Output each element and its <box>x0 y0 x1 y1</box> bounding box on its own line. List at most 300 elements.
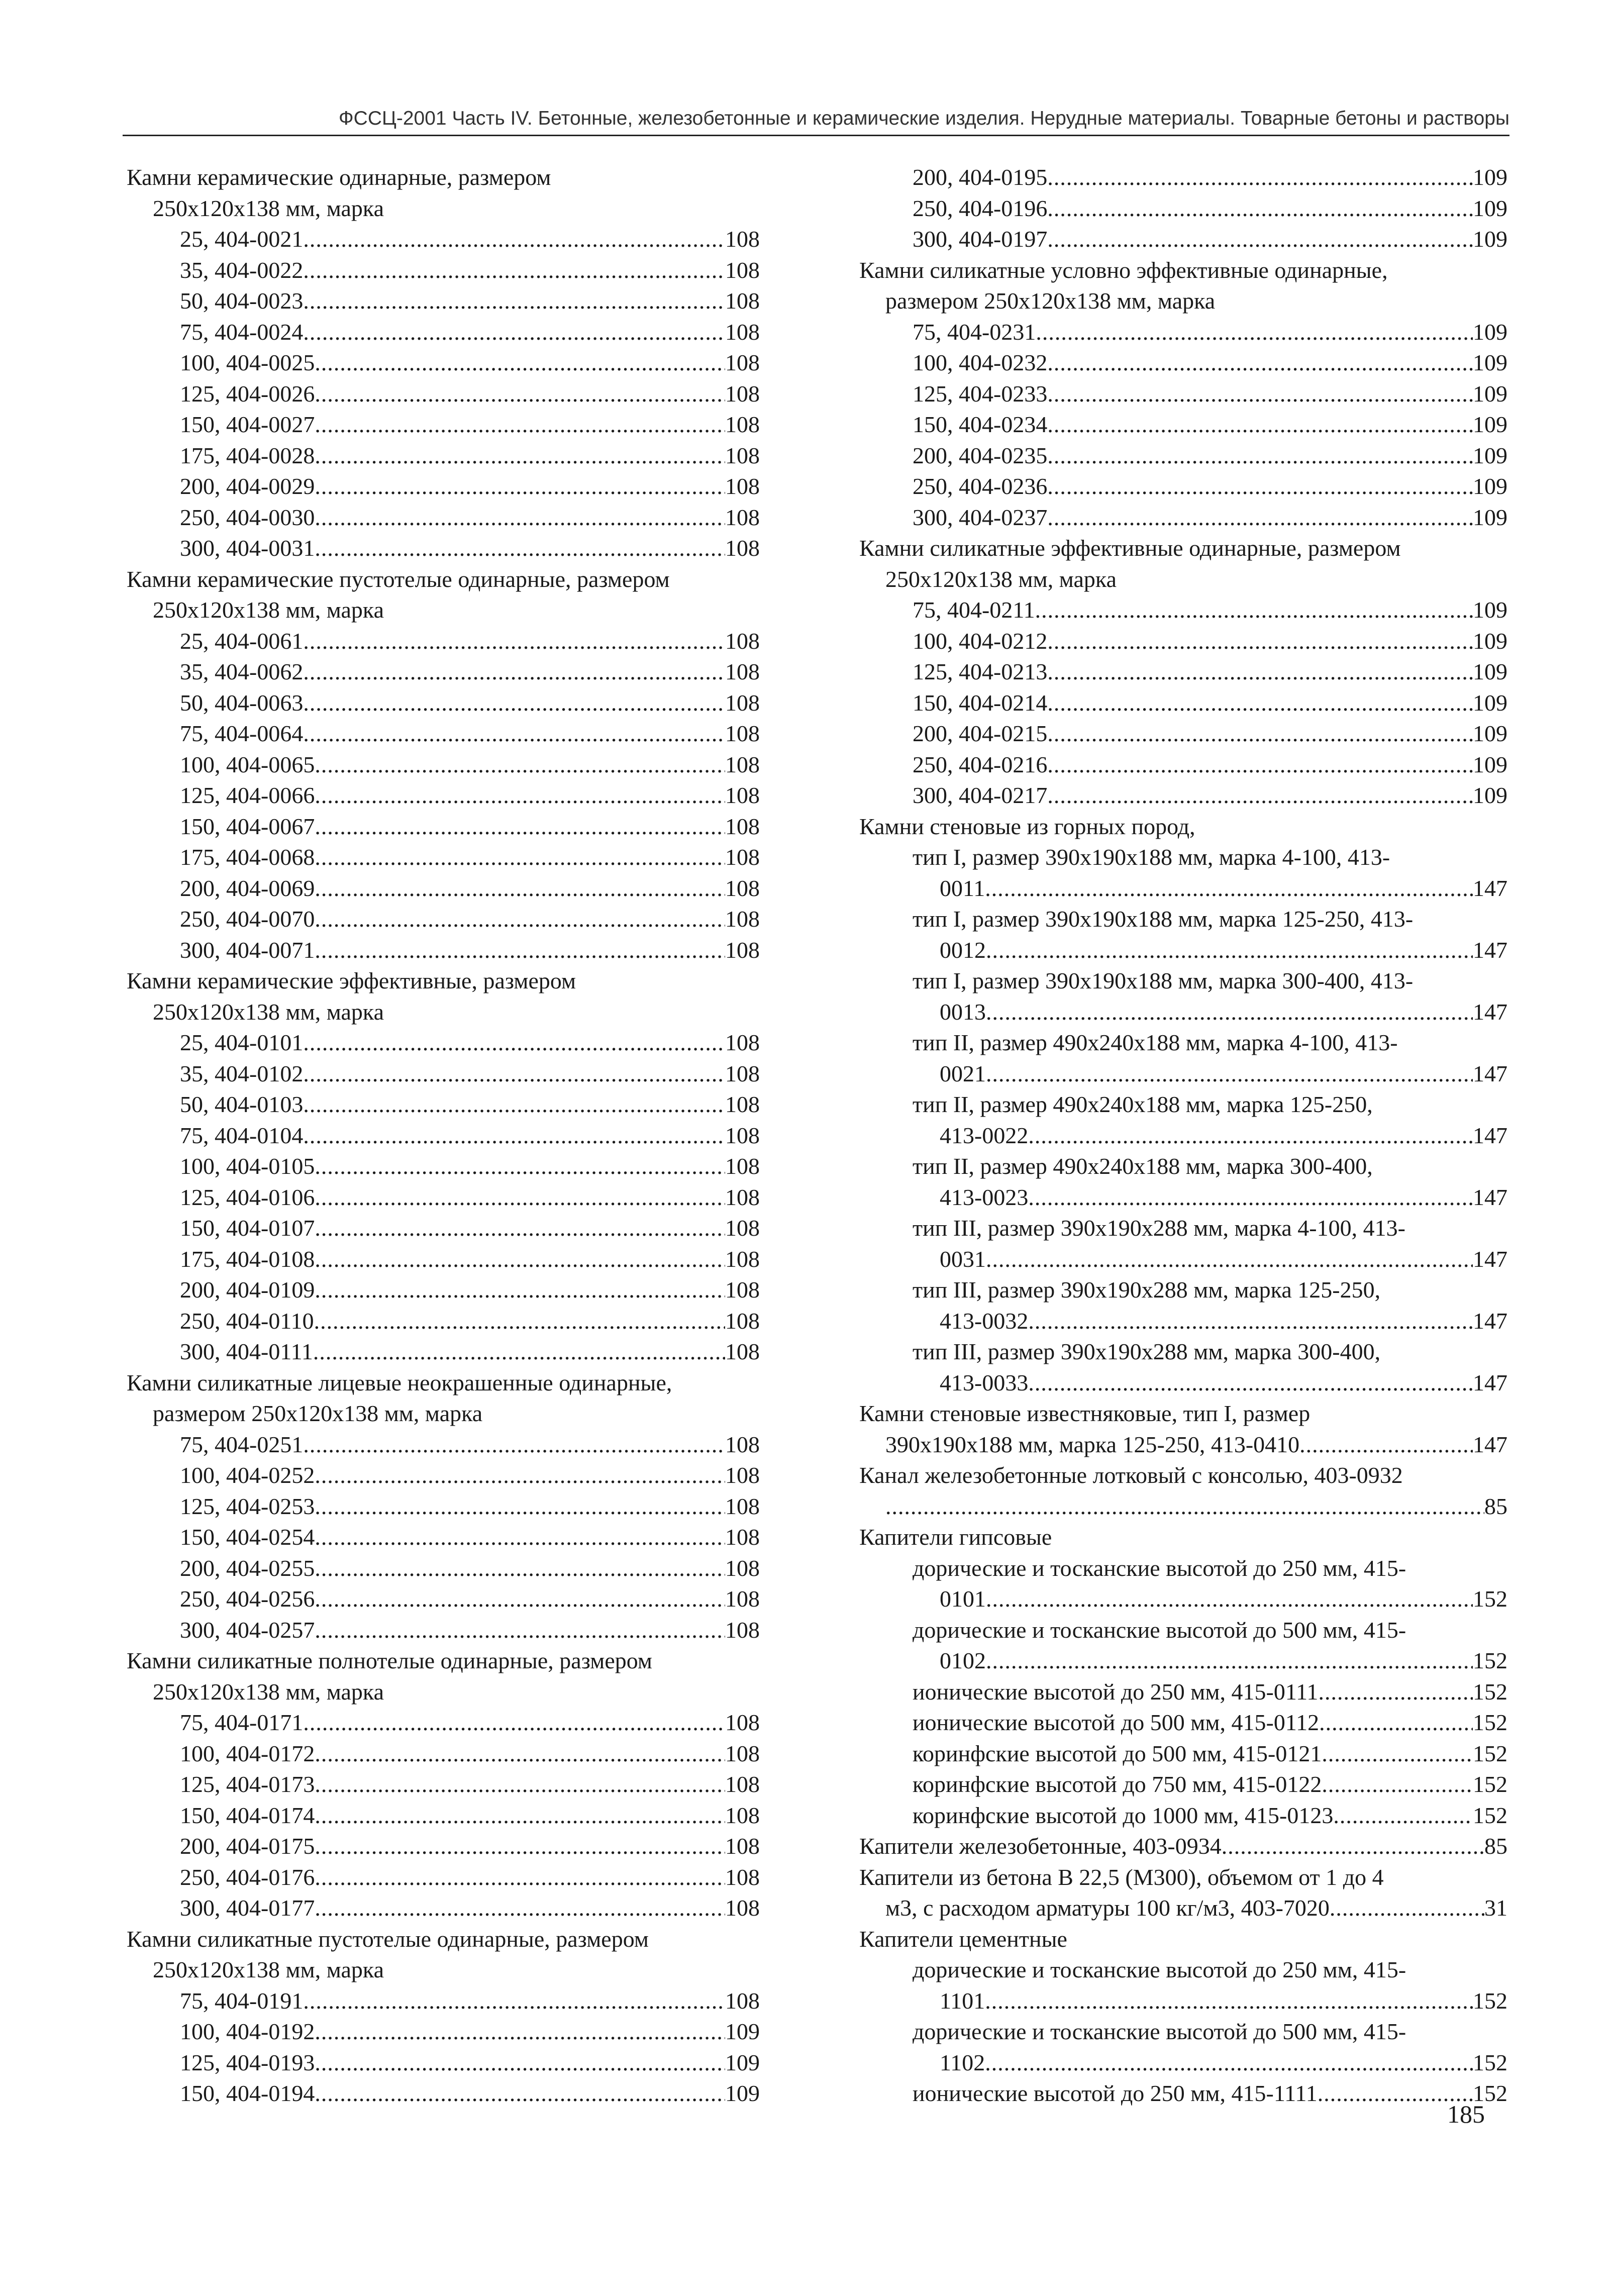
entry-text: 25, 404-0101 <box>180 1030 304 1055</box>
index-heading: Камни керамические пустотелые одинарные, размером <box>127 566 670 592</box>
entry-text: 390x190x188 мм, марка 125-250, 413-0410 <box>885 1431 1300 1457</box>
index-entry <box>127 1306 760 1337</box>
entry-text: 125, 404-0066 <box>180 782 315 808</box>
entry-page-number: 108 <box>725 1617 760 1643</box>
entry-page-number: 108 <box>725 1122 760 1148</box>
dot-leader <box>303 656 725 687</box>
entry-page-number: 147 <box>1473 1431 1507 1457</box>
entry-text: 150, 404-0067 <box>180 813 315 839</box>
index-entry <box>127 1862 760 1893</box>
entry-text: 250, 404-0110 <box>180 1308 314 1334</box>
index-subheading: дорические и тосканские высотой до 500 мм, 415- <box>913 1617 1406 1643</box>
index-entry <box>859 594 1507 626</box>
entry-text: 125, 404-0193 <box>180 2049 315 2075</box>
entry-page-number: 108 <box>725 844 760 870</box>
entry-text: 175, 404-0068 <box>180 844 315 870</box>
index-entry <box>127 1707 760 1738</box>
index-entry <box>127 1522 760 1553</box>
index-subheading: тип I, размер 390x190x188 мм, марка 125-250, 413- <box>913 906 1414 932</box>
index-entry <box>859 1306 1507 1337</box>
entry-text: 35, 404-0022 <box>180 257 304 283</box>
entry-text: 300, 404-0197 <box>913 226 1048 252</box>
entry-page-number: 108 <box>725 628 760 654</box>
entry-text: 200, 404-0255 <box>180 1555 315 1581</box>
dot-leader <box>315 378 725 410</box>
entry-page-number: 147 <box>1473 1122 1507 1148</box>
dot-leader <box>315 1491 725 1522</box>
entry-text: 0011 <box>940 875 985 901</box>
entry-text: 25, 404-0061 <box>180 628 304 654</box>
entry-text: 1101 <box>940 1987 985 2014</box>
entry-text: коринфские высотой до 750 мм, 415-0122 <box>913 1771 1322 1797</box>
entry-page-number: 108 <box>725 1493 760 1519</box>
dot-leader <box>1028 1367 1473 1399</box>
dot-leader <box>315 502 725 533</box>
entry-page-number: 109 <box>1473 319 1507 345</box>
dot-leader <box>1047 718 1473 749</box>
index-heading: Камни силикатные пустотелые одинарные, размером <box>127 1926 649 1952</box>
index-entry <box>127 2016 760 2047</box>
entry-text: 413-0032 <box>940 1308 1029 1334</box>
entry-text: 35, 404-0102 <box>180 1060 304 1086</box>
entry-text: 75, 404-0104 <box>180 1122 304 1148</box>
dot-leader <box>315 749 725 780</box>
entry-page-number: 108 <box>725 875 760 901</box>
dot-leader <box>1047 626 1473 657</box>
entry-text: 250, 404-0236 <box>913 473 1048 499</box>
index-entry <box>127 1182 760 1213</box>
entry-text: 250, 404-0030 <box>180 504 315 530</box>
index-entry <box>859 1985 1507 2017</box>
index-entry <box>859 440 1507 471</box>
index-entry <box>127 1583 760 1615</box>
index-entry <box>127 1089 760 1120</box>
index-entry <box>127 780 760 811</box>
dot-leader <box>985 2047 1473 2078</box>
index-subheading: дорические и тосканские высотой до 250 мм, 415- <box>913 1957 1406 1982</box>
entry-page-number: 108 <box>725 1431 760 1457</box>
entry-text: 413-0033 <box>940 1369 1029 1395</box>
entry-text: 100, 404-0232 <box>913 350 1048 375</box>
dot-leader <box>1330 1892 1484 1924</box>
entry-page-number: 109 <box>725 2019 760 2044</box>
entry-text: ионические высотой до 500 мм, 415-0112 <box>913 1710 1320 1735</box>
entry-text: 200, 404-0175 <box>180 1833 315 1859</box>
running-header: ФССЦ-2001 Часть IV. Бетонные, железобетонные и керамические изделия. Нерудные материалы. Товарные бетоны и растворы <box>339 108 1509 129</box>
dot-leader <box>315 440 725 471</box>
entry-text: 0013 <box>940 999 986 1025</box>
index-entry <box>859 1583 1507 1615</box>
entry-text: 250, 404-0256 <box>180 1586 315 1612</box>
dot-leader <box>1047 193 1473 224</box>
index-entry <box>859 317 1507 348</box>
entry-text: 35, 404-0062 <box>180 659 304 684</box>
entry-page-number: 108 <box>725 1710 760 1735</box>
entry-page-number: 152 <box>1473 1987 1507 2014</box>
entry-text: 25, 404-0021 <box>180 226 304 252</box>
entry-page-number: 108 <box>725 1740 760 1766</box>
dot-leader <box>303 1058 725 1089</box>
entry-text: 0031 <box>940 1246 986 1272</box>
entry-page-number: 108 <box>725 659 760 684</box>
index-entry <box>127 1274 760 1306</box>
entry-text: 0021 <box>940 1060 986 1086</box>
entry-text: 75, 404-0191 <box>180 1987 304 2014</box>
index-subheading: 250x120x138 мм, марка <box>153 195 384 221</box>
dot-leader <box>315 533 725 564</box>
index-entry <box>127 935 760 966</box>
index-entry <box>127 409 760 440</box>
index-entry <box>127 1058 760 1089</box>
index-entry <box>859 378 1507 410</box>
index-entry <box>127 502 760 533</box>
index-entry <box>859 1645 1507 1676</box>
index-subheading: размером 250x120x138 мм, марка <box>885 288 1216 314</box>
entry-text: 75, 404-0171 <box>180 1710 304 1735</box>
entry-text: 150, 404-0194 <box>180 2080 315 2106</box>
entry-page-number: 108 <box>725 1586 760 1612</box>
entry-text: 200, 404-0069 <box>180 875 315 901</box>
dot-leader <box>315 2047 725 2078</box>
index-entry <box>127 255 760 286</box>
entry-page-number: 109 <box>1473 721 1507 746</box>
index-entry <box>127 1491 760 1522</box>
dot-leader <box>315 1769 725 1800</box>
entry-page-number: 108 <box>725 1833 760 1859</box>
dot-leader <box>1047 347 1473 378</box>
entry-page-number: 108 <box>725 751 760 777</box>
entry-page-number: 108 <box>725 1184 760 1210</box>
entry-text: 300, 404-0071 <box>180 937 315 963</box>
dot-leader <box>315 811 725 842</box>
dot-leader <box>986 1583 1473 1615</box>
dot-leader <box>315 1460 725 1491</box>
index-entry <box>127 1985 760 2017</box>
dot-leader <box>315 1274 725 1306</box>
entry-text: 100, 404-0105 <box>180 1153 315 1179</box>
entry-text: 100, 404-0212 <box>913 628 1048 654</box>
dot-leader <box>1047 687 1473 719</box>
index-entry <box>859 656 1507 687</box>
index-entry <box>859 162 1507 193</box>
dot-leader <box>303 1089 725 1120</box>
entry-text: 0012 <box>940 937 986 963</box>
index-heading: Капители из бетона В 22,5 (М300), объемом от 1 до 4 <box>859 1864 1384 1890</box>
entry-page-number: 108 <box>725 721 760 746</box>
index-entry <box>859 1738 1507 1769</box>
entry-text: м3, с расходом арматуры 100 кг/м3, 403-7020 <box>885 1895 1330 1921</box>
entry-text: 175, 404-0108 <box>180 1246 315 1272</box>
dot-leader <box>1047 656 1473 687</box>
entry-page-number: 108 <box>725 782 760 808</box>
dot-leader <box>303 285 725 317</box>
index-entry <box>859 2047 1507 2078</box>
dot-leader <box>1322 1738 1473 1769</box>
index-entry <box>859 347 1507 378</box>
dot-leader <box>1035 594 1473 626</box>
entry-text: 125, 404-0026 <box>180 380 315 407</box>
index-entry <box>859 1182 1507 1213</box>
index-heading: Камни силикатные эффективные одинарные, размером <box>859 535 1401 561</box>
entry-text: 125, 404-0173 <box>180 1771 315 1797</box>
entry-page-number: 108 <box>725 257 760 283</box>
entry-text: Капители железобетонные, 403-0934 <box>859 1833 1222 1859</box>
entry-text: 75, 404-0024 <box>180 319 304 345</box>
entry-page-number: 108 <box>725 226 760 252</box>
entry-page-number: 108 <box>725 906 760 932</box>
index-entry <box>859 1058 1507 1089</box>
dot-leader <box>1333 1800 1473 1831</box>
dot-leader <box>1299 1429 1473 1460</box>
index-entry <box>859 1892 1507 1924</box>
entry-text: 413-0023 <box>940 1184 1029 1210</box>
index-heading: Камни силикатные условно эффективные одинарные, <box>859 257 1388 283</box>
entry-page-number: 109 <box>725 2080 760 2106</box>
dot-leader <box>315 1182 725 1213</box>
entry-page-number: 108 <box>725 1246 760 1272</box>
index-entry <box>127 317 760 348</box>
entry-page-number: 109 <box>1473 442 1507 468</box>
entry-page-number: 108 <box>725 535 760 561</box>
dot-leader <box>1047 162 1473 193</box>
index-entry <box>859 780 1507 811</box>
dot-leader <box>1028 1182 1473 1213</box>
dot-leader <box>1047 780 1473 811</box>
index-subheading: 250x120x138 мм, марка <box>885 566 1117 592</box>
entry-page-number: 31 <box>1484 1895 1507 1921</box>
index-heading: Камни керамические эффективные, размером <box>127 968 576 993</box>
index-heading: Камни керамические одинарные, размером <box>127 164 551 190</box>
entry-page-number: 108 <box>725 937 760 963</box>
index-entry <box>859 1676 1507 1708</box>
entry-page-number: 109 <box>1473 751 1507 777</box>
entry-text: 75, 404-0251 <box>180 1431 304 1457</box>
entry-text: 75, 404-0211 <box>913 597 1035 623</box>
index-heading: Камни стеновые известняковые, тип I, размер <box>859 1401 1310 1426</box>
index-entry <box>127 224 760 255</box>
index-entry <box>859 409 1507 440</box>
dot-leader <box>315 1892 725 1924</box>
index-entry <box>859 626 1507 657</box>
entry-page-number: 147 <box>1473 937 1507 963</box>
index-entry <box>859 1429 1507 1460</box>
index-entry <box>127 904 760 935</box>
entry-page-number: 108 <box>725 412 760 437</box>
index-entry <box>127 1027 760 1058</box>
index-heading: Капители гипсовые <box>859 1524 1052 1550</box>
index-entry <box>127 1213 760 1244</box>
dot-leader <box>985 873 1473 904</box>
index-entry <box>859 996 1507 1028</box>
entry-page-number: 147 <box>1473 1369 1507 1395</box>
entry-text: 75, 404-0064 <box>180 721 304 746</box>
dot-leader <box>315 1213 725 1244</box>
dot-leader <box>315 780 725 811</box>
dot-leader <box>986 1645 1473 1676</box>
index-entry <box>127 440 760 471</box>
dot-leader <box>303 1707 725 1738</box>
index-entry <box>859 193 1507 224</box>
index-entry <box>859 1769 1507 1800</box>
entry-text: 100, 404-0192 <box>180 2019 315 2044</box>
entry-text: 150, 404-0174 <box>180 1802 315 1828</box>
index-entry <box>127 2047 760 2078</box>
entry-text: 100, 404-0025 <box>180 350 315 375</box>
dot-leader <box>1047 409 1473 440</box>
index-entry <box>127 749 760 780</box>
index-heading: Капители цементные <box>859 1926 1067 1952</box>
entry-page-number: 108 <box>725 1802 760 1828</box>
entry-text: 125, 404-0233 <box>913 380 1048 407</box>
dot-leader <box>303 1120 725 1151</box>
index-column-left <box>127 162 760 2109</box>
index-entry <box>127 1336 760 1367</box>
entry-text: 250, 404-0196 <box>913 195 1048 221</box>
dot-leader <box>315 935 725 966</box>
entry-page-number: 152 <box>1473 1740 1507 1766</box>
entry-text: 150, 404-0254 <box>180 1524 315 1550</box>
dot-leader <box>315 1831 725 1862</box>
entry-page-number: 108 <box>725 319 760 345</box>
dot-leader <box>315 1583 725 1615</box>
entry-page-number: 152 <box>1473 1648 1507 1673</box>
index-entry <box>859 935 1507 966</box>
dot-leader <box>303 1985 725 2017</box>
index-entry <box>127 1429 760 1460</box>
entry-text: 150, 404-0107 <box>180 1215 315 1241</box>
entry-text: 100, 404-0252 <box>180 1462 315 1488</box>
index-entry <box>127 285 760 317</box>
entry-page-number: 147 <box>1473 1246 1507 1272</box>
entry-page-number: 152 <box>1473 1678 1507 1705</box>
index-entry <box>859 687 1507 719</box>
index-entry <box>127 842 760 873</box>
entry-page-number: 152 <box>1473 1771 1507 1797</box>
entry-page-number: 109 <box>1473 164 1507 190</box>
index-subheading: дорические и тосканские высотой до 250 мм, 415- <box>913 1555 1406 1581</box>
entry-text: 175, 404-0028 <box>180 442 315 468</box>
entry-page-number: 147 <box>1473 875 1507 901</box>
dot-leader <box>315 409 725 440</box>
dot-leader <box>315 471 725 502</box>
entry-page-number: 108 <box>725 813 760 839</box>
dot-leader <box>303 718 725 749</box>
dot-leader <box>315 1800 725 1831</box>
entry-text: 300, 404-0111 <box>180 1339 313 1364</box>
dot-leader <box>1047 471 1473 502</box>
dot-leader <box>985 1985 1473 2017</box>
entry-text: коринфские высотой до 1000 мм, 415-0123 <box>913 1802 1334 1828</box>
index-subheading: тип II, размер 490x240x188 мм, марка 4-100, 413- <box>913 1030 1398 1055</box>
index-entry <box>127 347 760 378</box>
entry-text: 0102 <box>940 1648 986 1673</box>
entry-page-number: 108 <box>725 1091 760 1117</box>
index-entry <box>127 471 760 502</box>
dot-leader <box>1047 440 1473 471</box>
index-entry <box>127 1892 760 1924</box>
entry-page-number: 108 <box>725 1277 760 1303</box>
dot-leader <box>1028 1120 1473 1151</box>
dot-leader <box>314 1306 725 1337</box>
dot-leader <box>1028 1306 1473 1337</box>
header-rule <box>123 135 1509 136</box>
index-entry <box>859 1800 1507 1831</box>
dot-leader <box>303 687 725 719</box>
index-entry <box>859 1120 1507 1151</box>
index-entry <box>127 1151 760 1182</box>
dot-leader <box>303 1027 725 1058</box>
entry-text: 100, 404-0172 <box>180 1740 315 1766</box>
entry-text: 250, 404-0070 <box>180 906 315 932</box>
entry-text: 50, 404-0103 <box>180 1091 304 1117</box>
entry-text: 100, 404-0065 <box>180 751 315 777</box>
entry-page-number: 152 <box>1473 2080 1507 2106</box>
entry-page-number: 85 <box>1484 1493 1507 1519</box>
dot-leader <box>315 904 725 935</box>
entry-page-number: 109 <box>1473 597 1507 623</box>
dot-leader <box>986 1244 1473 1275</box>
index-entry <box>127 1553 760 1584</box>
entry-text: 1102 <box>940 2049 985 2075</box>
index-entry <box>859 749 1507 780</box>
entry-text: 150, 404-0234 <box>913 412 1048 437</box>
index-entry <box>859 1367 1507 1399</box>
dot-leader <box>315 2016 725 2047</box>
entry-text: 125, 404-0213 <box>913 659 1048 684</box>
dot-leader <box>315 347 725 378</box>
entry-text: ионические высотой до 250 мм, 415-0111 <box>913 1678 1319 1705</box>
entry-page-number: 152 <box>1473 1586 1507 1612</box>
index-entry <box>859 873 1507 904</box>
entry-page-number: 147 <box>1473 1060 1507 1086</box>
entry-text: 413-0022 <box>940 1122 1029 1148</box>
index-subheading: 250x120x138 мм, марка <box>153 1678 384 1705</box>
entry-page-number: 109 <box>1473 473 1507 499</box>
index-entry <box>127 626 760 657</box>
index-subheading: 250x120x138 мм, марка <box>153 1957 384 1982</box>
index-entry <box>127 1615 760 1646</box>
entry-page-number: 109 <box>1473 226 1507 252</box>
entry-text: 300, 404-0031 <box>180 535 315 561</box>
entry-page-number: 152 <box>1473 1802 1507 1828</box>
index-entry <box>127 687 760 719</box>
dot-leader <box>986 996 1473 1028</box>
index-entry <box>859 1491 1507 1522</box>
index-subheading: тип II, размер 490x240x188 мм, марка 125-250, <box>913 1091 1373 1117</box>
index-entry <box>127 1800 760 1831</box>
index-entry <box>859 502 1507 533</box>
dot-leader <box>315 842 725 873</box>
dot-leader <box>303 317 725 348</box>
dot-leader <box>315 1553 725 1584</box>
dot-leader <box>986 1058 1473 1089</box>
index-subheading: размером 250x120x138 мм, марка <box>153 1401 483 1426</box>
entry-page-number: 108 <box>725 1060 760 1086</box>
index-entry <box>127 1831 760 1862</box>
index-entry <box>127 1769 760 1800</box>
entry-page-number: 109 <box>1473 350 1507 375</box>
entry-page-number: 152 <box>1473 2049 1507 2075</box>
dot-leader <box>986 935 1473 966</box>
index-entry <box>859 1244 1507 1275</box>
dot-leader <box>315 1862 725 1893</box>
entry-text: 200, 404-0109 <box>180 1277 315 1303</box>
entry-page-number: 108 <box>725 288 760 314</box>
dot-leader <box>315 1615 725 1646</box>
entry-page-number: 108 <box>725 1864 760 1890</box>
entry-text: 250, 404-0216 <box>913 751 1048 777</box>
entry-page-number: 108 <box>725 1524 760 1550</box>
